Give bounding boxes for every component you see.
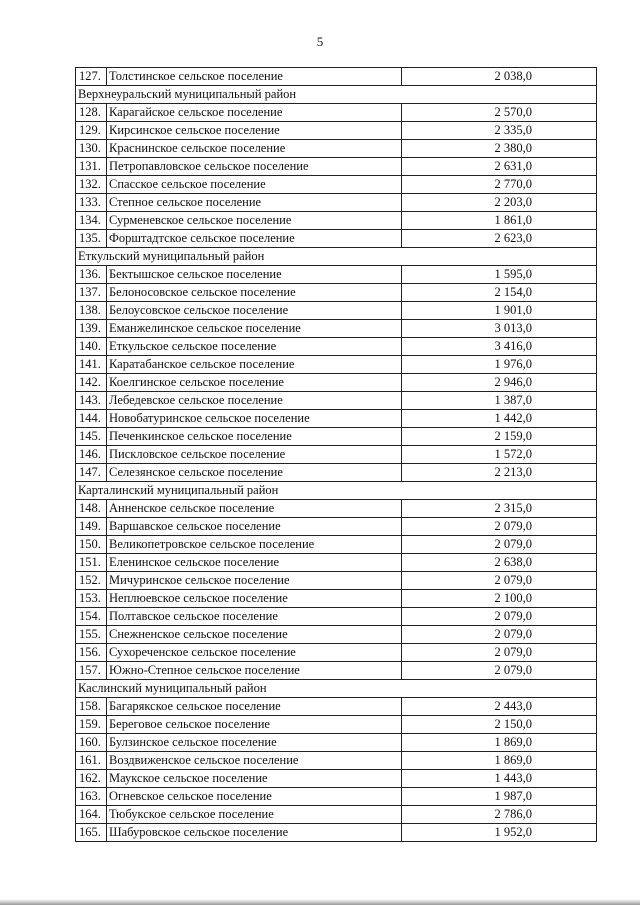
table-row: [76, 392, 597, 410]
settlement-name: Неплюевское сельское поселение: [107, 590, 402, 608]
table-row: [76, 716, 597, 734]
district-name: Верхнеуральский муниципальный район: [76, 86, 597, 104]
settlement-name: Белоносовское сельское поселение: [107, 284, 402, 302]
amount-value: 2 443,0: [402, 698, 597, 716]
amount-value: 2 079,0: [402, 536, 597, 554]
row-number: 143.: [76, 392, 107, 410]
settlement-name: Кирсинское сельское поселение: [107, 122, 402, 140]
table-row: [76, 140, 597, 158]
settlement-name: Бектышское сельское поселение: [107, 266, 402, 284]
settlement-name: Тюбукское сельское поселение: [107, 806, 402, 824]
row-number: 127.: [76, 68, 107, 86]
table-row: [76, 374, 597, 392]
row-number: 145.: [76, 428, 107, 446]
settlement-name: Еленинское сельское поселение: [107, 554, 402, 572]
row-number: 158.: [76, 698, 107, 716]
row-number: 130.: [76, 140, 107, 158]
amount-value: 2 335,0: [402, 122, 597, 140]
row-number: 157.: [76, 662, 107, 680]
amount-value: 1 387,0: [402, 392, 597, 410]
row-number: 149.: [76, 518, 107, 536]
settlement-name: Пискловское сельское поселение: [107, 446, 402, 464]
row-number: 140.: [76, 338, 107, 356]
row-number: 137.: [76, 284, 107, 302]
settlement-name: Петропавловское сельское поселение: [107, 158, 402, 176]
row-number: 138.: [76, 302, 107, 320]
table-row: [76, 284, 597, 302]
settlement-name: Каратабанское сельское поселение: [107, 356, 402, 374]
amount-value: 2 159,0: [402, 428, 597, 446]
row-number: 144.: [76, 410, 107, 428]
settlement-name: Карагайское сельское поселение: [107, 104, 402, 122]
amount-value: 1 869,0: [402, 734, 597, 752]
amount-value: 2 079,0: [402, 608, 597, 626]
table-body: [76, 68, 597, 842]
row-number: 139.: [76, 320, 107, 338]
table-row: [76, 788, 597, 806]
settlement-name: Воздвиженское сельское поселение: [107, 752, 402, 770]
row-number: 159.: [76, 716, 107, 734]
district-name: Карталинский муниципальный район: [76, 482, 597, 500]
row-number: 133.: [76, 194, 107, 212]
district-header-row: [76, 680, 597, 698]
table-row: [76, 608, 597, 626]
settlement-name: Огневское сельское поселение: [107, 788, 402, 806]
settlement-name: Анненское сельское поселение: [107, 500, 402, 518]
settlement-name: Еманжелинское сельское поселение: [107, 320, 402, 338]
amount-value: 2 038,0: [402, 68, 597, 86]
row-number: 141.: [76, 356, 107, 374]
settlement-name: Маукское сельское поселение: [107, 770, 402, 788]
row-number: 160.: [76, 734, 107, 752]
amount-value: 2 079,0: [402, 644, 597, 662]
settlement-name: Лебедевское сельское поселение: [107, 392, 402, 410]
settlement-name: Новобатуринское сельское поселение: [107, 410, 402, 428]
amount-value: 3 416,0: [402, 338, 597, 356]
row-number: 136.: [76, 266, 107, 284]
table-row: [76, 122, 597, 140]
settlements-table: [75, 67, 597, 842]
district-name: Еткульский муниципальный район: [76, 248, 597, 266]
settlement-name: Полтавское сельское поселение: [107, 608, 402, 626]
district-header-row: [76, 482, 597, 500]
row-number: 163.: [76, 788, 107, 806]
settlement-name: Коелгинское сельское поселение: [107, 374, 402, 392]
amount-value: 2 315,0: [402, 500, 597, 518]
row-number: 161.: [76, 752, 107, 770]
table-row: [76, 518, 597, 536]
settlement-name: Степное сельское поселение: [107, 194, 402, 212]
table-row: [76, 554, 597, 572]
row-number: 165.: [76, 824, 107, 842]
settlement-name: Булзинское сельское поселение: [107, 734, 402, 752]
row-number: 131.: [76, 158, 107, 176]
settlement-name: Спасское сельское поселение: [107, 176, 402, 194]
table-row: [76, 734, 597, 752]
table-row: [76, 356, 597, 374]
settlement-name: Варшавское сельское поселение: [107, 518, 402, 536]
row-number: 128.: [76, 104, 107, 122]
row-number: 162.: [76, 770, 107, 788]
table-row: [76, 806, 597, 824]
amount-value: 1 572,0: [402, 446, 597, 464]
table-row: [76, 338, 597, 356]
table-row: [76, 572, 597, 590]
row-number: 142.: [76, 374, 107, 392]
table-row: [76, 644, 597, 662]
row-number: 129.: [76, 122, 107, 140]
amount-value: 1 861,0: [402, 212, 597, 230]
district-name: Каслинский муниципальный район: [76, 680, 597, 698]
amount-value: 2 079,0: [402, 626, 597, 644]
table-row: [76, 158, 597, 176]
amount-value: 1 976,0: [402, 356, 597, 374]
row-number: 135.: [76, 230, 107, 248]
page-number: 5: [316, 34, 324, 49]
row-number: 155.: [76, 626, 107, 644]
amount-value: 1 901,0: [402, 302, 597, 320]
amount-value: 2 079,0: [402, 518, 597, 536]
table-row: [76, 68, 597, 86]
table-row: [76, 536, 597, 554]
amount-value: 2 638,0: [402, 554, 597, 572]
table-row: [76, 176, 597, 194]
amount-value: 2 203,0: [402, 194, 597, 212]
table-row: [76, 428, 597, 446]
settlement-name: Форштадтское сельское поселение: [107, 230, 402, 248]
amount-value: 2 380,0: [402, 140, 597, 158]
settlement-name: Багарякское сельское поселение: [107, 698, 402, 716]
table-row: [76, 500, 597, 518]
row-number: 132.: [76, 176, 107, 194]
row-number: 148.: [76, 500, 107, 518]
table-row: [76, 464, 597, 482]
amount-value: 3 013,0: [402, 320, 597, 338]
table-row: [76, 590, 597, 608]
table-row: [76, 194, 597, 212]
amount-value: 2 623,0: [402, 230, 597, 248]
table-row: [76, 662, 597, 680]
amount-value: 1 869,0: [402, 752, 597, 770]
table-row: [76, 212, 597, 230]
table-row: [76, 626, 597, 644]
amount-value: 2 079,0: [402, 662, 597, 680]
district-header-row: [76, 248, 597, 266]
row-number: 152.: [76, 572, 107, 590]
row-number: 154.: [76, 608, 107, 626]
scan-bottom-edge: [0, 899, 640, 905]
row-number: 147.: [76, 464, 107, 482]
settlement-name: Сухореченское сельское поселение: [107, 644, 402, 662]
amount-value: 2 079,0: [402, 572, 597, 590]
amount-value: 1 595,0: [402, 266, 597, 284]
amount-value: 2 154,0: [402, 284, 597, 302]
amount-value: 2 570,0: [402, 104, 597, 122]
amount-value: 1 987,0: [402, 788, 597, 806]
amount-value: 2 946,0: [402, 374, 597, 392]
row-number: 150.: [76, 536, 107, 554]
table-row: [76, 698, 597, 716]
table-row: [76, 770, 597, 788]
table-row: [76, 824, 597, 842]
settlement-name: Селезянское сельское поселение: [107, 464, 402, 482]
settlement-name: Мичуринское сельское поселение: [107, 572, 402, 590]
table-row: [76, 266, 597, 284]
amount-value: 2 770,0: [402, 176, 597, 194]
table-row: [76, 230, 597, 248]
row-number: 146.: [76, 446, 107, 464]
table-row: [76, 446, 597, 464]
amount-value: 1 443,0: [402, 770, 597, 788]
settlement-name: Шабуровское сельское поселение: [107, 824, 402, 842]
settlement-name: Великопетровское сельское поселение: [107, 536, 402, 554]
settlement-name: Снежненское сельское поселение: [107, 626, 402, 644]
table-row: [76, 410, 597, 428]
settlement-name: Южно-Степное сельское поселение: [107, 662, 402, 680]
table-row: [76, 302, 597, 320]
amount-value: 2 213,0: [402, 464, 597, 482]
settlement-name: Печенкинское сельское поселение: [107, 428, 402, 446]
amount-value: 2 631,0: [402, 158, 597, 176]
row-number: 151.: [76, 554, 107, 572]
amount-value: 2 786,0: [402, 806, 597, 824]
table-row: [76, 752, 597, 770]
amount-value: 1 952,0: [402, 824, 597, 842]
amount-value: 2 100,0: [402, 590, 597, 608]
table-row: [76, 104, 597, 122]
row-number: 156.: [76, 644, 107, 662]
row-number: 134.: [76, 212, 107, 230]
settlement-name: Белоусовское сельское поселение: [107, 302, 402, 320]
settlement-name: Толстинское сельское поселение: [107, 68, 402, 86]
amount-value: 2 150,0: [402, 716, 597, 734]
row-number: 164.: [76, 806, 107, 824]
district-header-row: [76, 86, 597, 104]
settlement-name: Береговое сельское поселение: [107, 716, 402, 734]
settlement-name: Сурменевское сельское поселение: [107, 212, 402, 230]
table-row: [76, 320, 597, 338]
settlement-name: Краснинское сельское поселение: [107, 140, 402, 158]
settlement-name: Еткульское сельское поселение: [107, 338, 402, 356]
amount-value: 1 442,0: [402, 410, 597, 428]
row-number: 153.: [76, 590, 107, 608]
